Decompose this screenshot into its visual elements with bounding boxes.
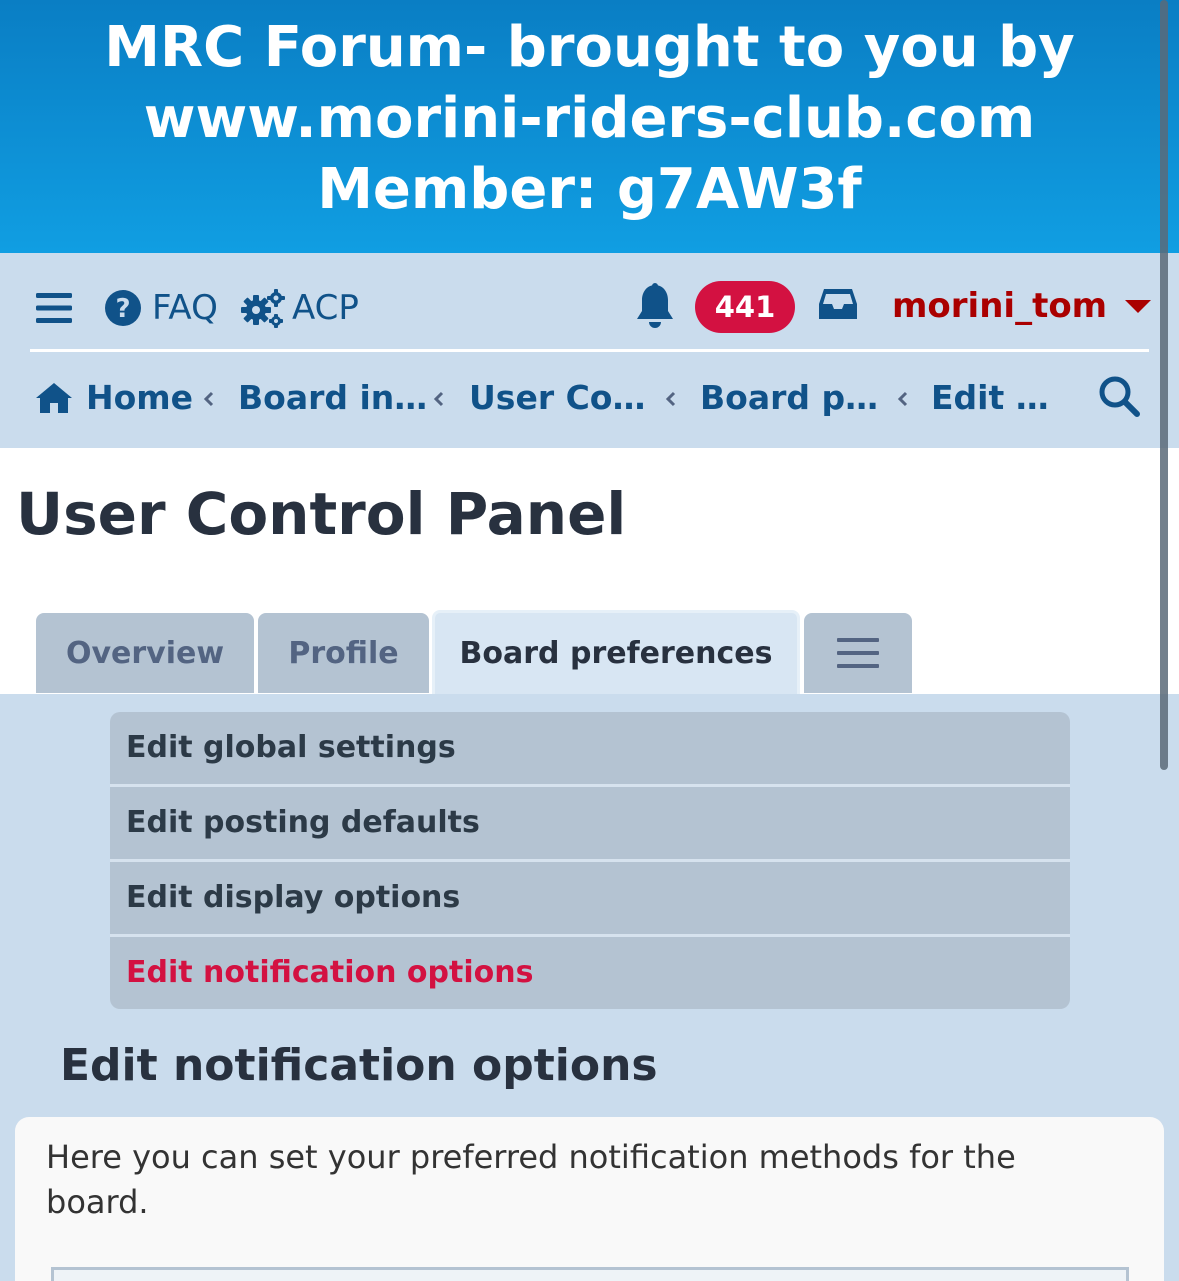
username: morini_tom [892,286,1108,326]
chevron-left-icon [896,385,910,413]
hamburger-icon [36,293,72,323]
nav-divider [30,349,1149,352]
search-button[interactable] [1098,375,1142,421]
acp-link[interactable] [240,285,359,331]
page-title: User Control Panel [16,480,627,548]
breadcrumb-label: Home [86,378,194,417]
svg-text:?: ? [115,294,131,324]
user-menu[interactable] [892,283,1151,329]
quick-links-button[interactable] [36,285,72,331]
notifications-button[interactable] [634,283,676,335]
chevron-left-icon [202,385,216,413]
tab-profile[interactable]: Profile [258,613,429,693]
tab-overview[interactable]: Overview [36,613,254,693]
tab-board-preferences[interactable]: Board preferences [432,610,800,694]
section-title: Edit notification options [60,1040,658,1091]
breadcrumb-user-control-panel[interactable]: User Co… [469,378,646,417]
search-icon [1098,375,1140,417]
board-preferences-submenu [110,712,1070,1009]
faq-link[interactable] [104,285,218,331]
submenu-edit-global-settings[interactable]: Edit global settings [110,712,1070,787]
site-banner [0,0,1179,253]
page-scrollbar[interactable] [1160,0,1168,770]
page-body [0,448,1179,1281]
menu-icon [837,638,879,668]
submenu-edit-display-options[interactable]: Edit display options [110,862,1070,937]
acp-label: ACP [292,288,359,328]
breadcrumb-home[interactable] [34,375,193,421]
cogs-icon [240,288,286,328]
breadcrumb [34,371,1145,427]
chevron-left-icon [432,385,446,413]
faq-label: FAQ [152,288,218,328]
breadcrumb-board-preferences[interactable]: Board p… [700,378,879,417]
tab-more[interactable] [804,613,912,693]
section-description: Here you can set your preferred notification methods for the board. [46,1138,1016,1221]
private-messages-button[interactable] [818,287,858,327]
caret-down-icon [1125,298,1151,314]
notification-options-panel [15,1117,1164,1281]
site-title[interactable]: MRC Forum- brought to you by www.morini-riders-club.com Member: g7AW3f [104,15,1075,222]
navbar [0,253,1179,448]
bell-icon [634,283,676,331]
breadcrumb-board-index[interactable]: Board in… [238,378,428,417]
inbox-icon [818,287,858,321]
question-circle-icon [104,289,142,327]
chevron-left-icon [664,385,678,413]
notification-options-table [51,1267,1129,1281]
submenu-edit-posting-defaults[interactable]: Edit posting defaults [110,787,1070,862]
notification-count-badge[interactable]: 441 [695,281,795,333]
breadcrumb-edit-notification-options[interactable]: Edit … [931,378,1049,417]
nav-row [30,273,1149,343]
submenu-edit-notification-options[interactable]: Edit notification options [126,955,534,990]
home-icon [34,381,74,415]
